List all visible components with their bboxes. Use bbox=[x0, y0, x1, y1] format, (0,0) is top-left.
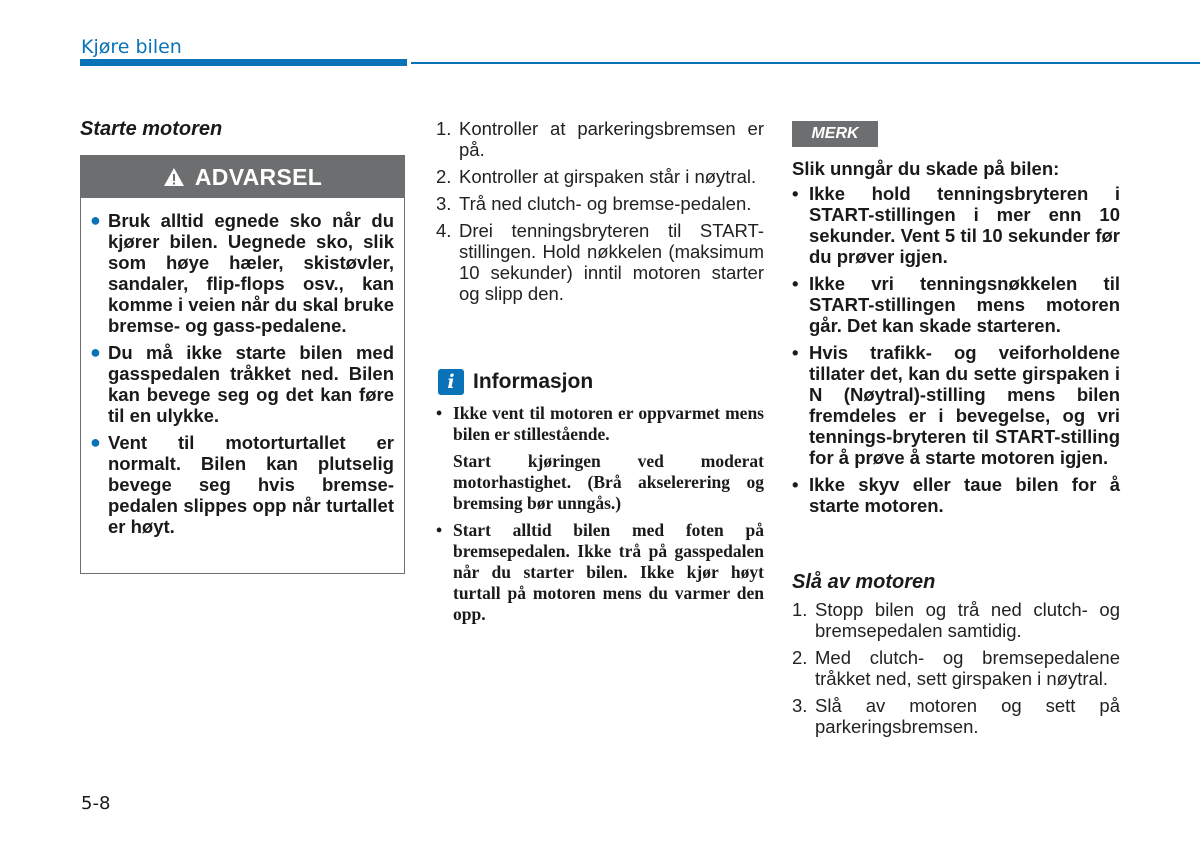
page-number: 5-8 bbox=[81, 793, 111, 814]
info-item: • Ikke vent til motoren er oppvarmet mens bilen er stillestående. Start kjøringen ved moderat motorhastighet. (Brå akselerering og bremsing bør unngås.) bbox=[436, 403, 764, 513]
merk-item: • Ikke skyv eller taue bilen for å starte motoren. bbox=[792, 474, 1120, 516]
stop-steps-column bbox=[792, 599, 1120, 743]
info-header bbox=[438, 369, 593, 395]
chapter-title: Kjøre bilen bbox=[81, 36, 182, 58]
merk-item: • Ikke vri tenningsnøkkelen til START-stillingen mens motoren går. Det kan skade starteren. bbox=[792, 273, 1120, 336]
merk-list bbox=[792, 183, 1120, 516]
warning-item: ● Bruk alltid egnede sko når du kjører bilen. Uegnede sko, slik som høye hæler, skistøvler, sandaler, flip-flops osv., kan komme i veien når du skal bruke bremse- og gass-pedalene. bbox=[90, 210, 394, 336]
merk-intro: Slik unngår du skade på bilen: bbox=[792, 158, 1060, 179]
merk-column bbox=[792, 183, 1120, 522]
header-rule bbox=[411, 62, 1200, 64]
step-item: 4. Drei tenningsbryteren til START-stillingen. Hold nøkkelen (maksimum 10 sekunder) inntil motoren starter og slipp den. bbox=[436, 220, 764, 304]
start-steps-column bbox=[436, 118, 764, 310]
info-title: Informasjon bbox=[473, 370, 594, 393]
section-heading-stop-engine: Slå av motoren bbox=[792, 571, 936, 593]
info-item: • Start alltid bilen med foten på bremsepedalen. Ikke trå på gasspedalen når du starter bilen. Ikke kjør høyt turtall på motoren mens du varmer den opp. bbox=[436, 520, 764, 624]
step-item: 1. Stopp bilen og trå ned clutch- og bremsepedalen samtidig. bbox=[792, 599, 1120, 641]
warning-list bbox=[81, 198, 404, 537]
step-item: 3. Slå av motoren og sett på parkeringsbremsen. bbox=[792, 695, 1120, 737]
info-list bbox=[436, 403, 764, 625]
info-icon: i bbox=[438, 369, 464, 395]
step-item: 2. Med clutch- og bremsepedalene tråkket ned, sett girspaken i nøytral. bbox=[792, 647, 1120, 689]
step-item: 3. Trå ned clutch- og bremse-pedalen. bbox=[436, 193, 752, 214]
warning-box bbox=[80, 155, 405, 574]
merk-badge: MERK bbox=[792, 121, 878, 147]
step-item: 1. Kontroller at parkeringsbremsen er på. bbox=[436, 118, 764, 160]
info-column bbox=[436, 403, 764, 631]
merk-item: • Ikke hold tenningsbryteren i START-stillingen i mer enn 10 sekunder. Vent 5 til 10 sekunder før du prøver igjen. bbox=[792, 183, 1120, 267]
warning-triangle-icon bbox=[163, 167, 185, 187]
stop-steps-list bbox=[792, 599, 1120, 737]
step-item: 2. Kontroller at girspaken står i nøytral. bbox=[436, 166, 757, 187]
warning-item: ● Vent til motorturtallet er normalt. Bilen kan plutselig bevege seg hvis bremse-pedalen slippes opp når turtallet er høyt. bbox=[90, 432, 394, 537]
start-steps-list bbox=[436, 118, 764, 304]
warning-title: ADVARSEL bbox=[194, 163, 323, 190]
header-rule-accent bbox=[80, 59, 407, 66]
section-heading-start-engine: Starte motoren bbox=[80, 118, 223, 140]
warning-header bbox=[81, 156, 404, 198]
merk-item: • Hvis trafikk- og veiforholdene tillater det, kan du sette girspaken i N (Nøytral)-stilling mens bilen fremdeles er i bevegelse, og vri tennings-bryteren til START-stilling for å prøve å starte motoren igjen. bbox=[792, 342, 1120, 468]
warning-item: ● Du må ikke starte bilen med gasspedalen tråkket ned. Bilen kan bevege seg og det kan føre til en ulykke. bbox=[90, 342, 394, 426]
